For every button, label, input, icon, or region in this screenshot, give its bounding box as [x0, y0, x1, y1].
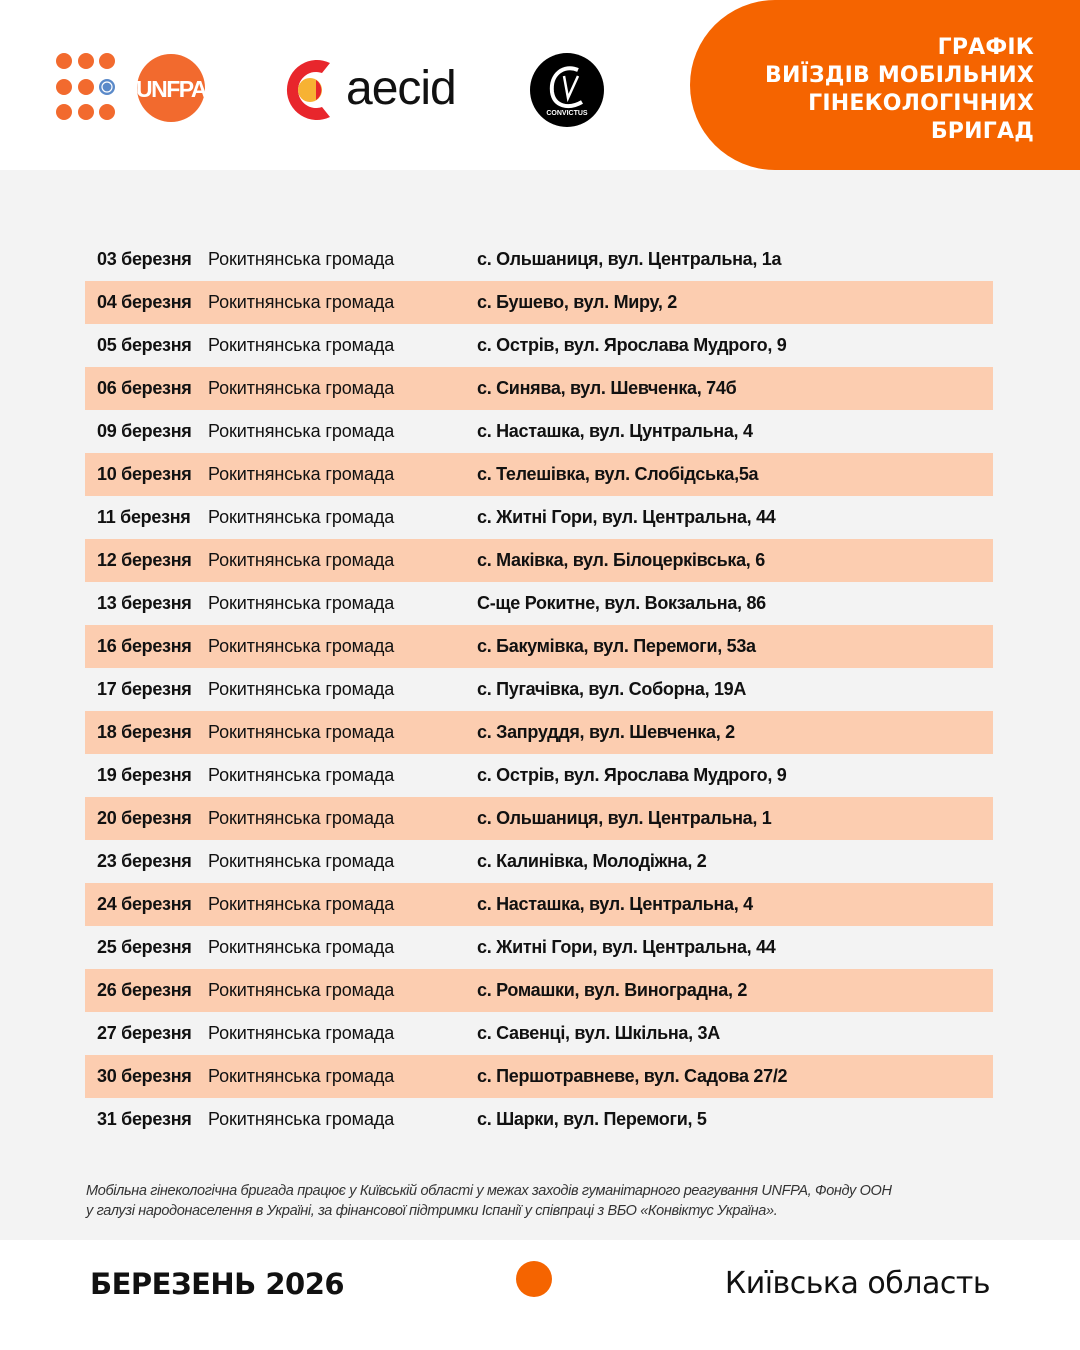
- row-address: с. Житні Гори, вул. Центральна, 44: [477, 507, 776, 527]
- table-row: [85, 324, 993, 367]
- title-line: БРИГАД: [930, 119, 1034, 144]
- table-row: [85, 453, 993, 496]
- footnote-line: у галузі народонаселення в Україні, за фінансової підтримки Іспанії у співпраці з ВБО «Конвіктус Україна».: [86, 1203, 778, 1219]
- row-community: Рокитнянська громада: [208, 679, 395, 699]
- row-date: 10 березня: [97, 464, 192, 484]
- row-address: с. Житні Гори, вул. Центральна, 44: [477, 937, 776, 957]
- table-row: [85, 496, 993, 539]
- row-address: с. Насташка, вул. Центральна, 4: [477, 894, 753, 914]
- table-row: [85, 711, 993, 754]
- convictus-logo-text: CONVICTUS: [546, 110, 588, 117]
- row-date: 19 березня: [97, 765, 192, 785]
- row-community: Рокитнянська громада: [208, 1109, 395, 1129]
- row-address: С-ще Рокитне, вул. Вокзальна, 86: [477, 593, 766, 613]
- row-community: Рокитнянська громада: [208, 980, 395, 1000]
- table-row: [85, 625, 993, 668]
- table-row: [85, 883, 993, 926]
- header: [0, 0, 1080, 170]
- row-date: 24 березня: [97, 894, 192, 914]
- row-date: 13 березня: [97, 593, 192, 613]
- footnote-line: Мобільна гінекологічна бригада працює у Київській області у межах заходів гуманітарного реагування UNFPA, Фонду ООН: [86, 1183, 892, 1199]
- schedule-table: [85, 238, 993, 1141]
- row-date: 12 березня: [97, 550, 192, 570]
- row-date: 16 березня: [97, 636, 192, 656]
- row-date: 04 березня: [97, 292, 192, 312]
- table-row: [85, 582, 993, 625]
- row-date: 27 березня: [97, 1023, 192, 1043]
- table-row: [85, 668, 993, 711]
- row-community: Рокитнянська громада: [208, 550, 395, 570]
- row-community: Рокитнянська громада: [208, 636, 395, 656]
- row-community: Рокитнянська громада: [208, 292, 395, 312]
- row-address: с. Ромашки, вул. Виноградна, 2: [477, 980, 748, 1000]
- row-community: Рокитнянська громада: [208, 507, 395, 527]
- row-address: с. Маківка, вул. Білоцерківська, 6: [477, 550, 765, 570]
- row-date: 30 березня: [97, 1066, 192, 1086]
- row-address: с. Бакумівка, вул. Перемоги, 53а: [477, 636, 756, 656]
- table-row: [85, 367, 993, 410]
- footer-month: БЕРЕЗЕНЬ 2026: [90, 1267, 345, 1301]
- row-address: с. Калинівка, Молодіжна, 2: [477, 851, 707, 871]
- table-row: [85, 926, 993, 969]
- row-date: 17 березня: [97, 679, 192, 699]
- footer-region: Київська область: [724, 1266, 990, 1301]
- row-community: Рокитнянська громада: [208, 1023, 395, 1043]
- row-community: Рокитнянська громада: [208, 421, 395, 441]
- table-row: [85, 539, 993, 582]
- row-community: Рокитнянська громада: [208, 249, 395, 269]
- table-row: [85, 797, 993, 840]
- row-address: с. Синява, вул. Шевченка, 74б: [477, 378, 737, 398]
- table-row: [85, 840, 993, 883]
- row-date: 09 березня: [97, 421, 192, 441]
- row-address: с. Першотравневе, вул. Садова 27/2: [477, 1066, 788, 1086]
- row-community: Рокитнянська громада: [208, 722, 395, 742]
- row-address: с. Ольшаниця, вул. Центральна, 1: [477, 808, 772, 828]
- footer: [0, 1240, 1080, 1350]
- row-address: с. Острів, вул. Ярослава Мудрого, 9: [477, 335, 787, 355]
- title-line: ГІНЕКОЛОГІЧНИХ: [808, 91, 1034, 116]
- footnote: [86, 1181, 1006, 1221]
- row-community: Рокитнянська громада: [208, 937, 395, 957]
- row-community: Рокитнянська громада: [208, 464, 395, 484]
- row-address: с. Запруддя, вул. Шевченка, 2: [477, 722, 735, 742]
- row-address: с. Насташка, вул. Цунтральна, 4: [477, 421, 753, 441]
- row-community: Рокитнянська громада: [208, 894, 395, 914]
- row-date: 18 березня: [97, 722, 192, 742]
- table-row: [85, 1055, 993, 1098]
- convictus-logo: [528, 52, 608, 128]
- row-community: Рокитнянська громада: [208, 378, 395, 398]
- row-date: 03 березня: [97, 249, 192, 269]
- aecid-logo-text: aecid: [346, 62, 456, 115]
- table-row: [85, 969, 993, 1012]
- row-community: Рокитнянська громада: [208, 335, 395, 355]
- row-community: Рокитнянська громада: [208, 593, 395, 613]
- row-date: 31 березня: [97, 1109, 192, 1129]
- table-row: [85, 238, 993, 281]
- unfpa-logo: [54, 52, 214, 122]
- row-community: Рокитнянська громада: [208, 1066, 395, 1086]
- table-row: [85, 1098, 993, 1141]
- page-title: [765, 34, 1034, 146]
- row-address: с. Бушево, вул. Миру, 2: [477, 292, 677, 312]
- unfpa-logo-text: UNFPA: [135, 76, 207, 102]
- aecid-logo: [272, 52, 472, 128]
- row-date: 25 березня: [97, 937, 192, 957]
- row-date: 06 березня: [97, 378, 192, 398]
- row-address: с. Пугачівка, вул. Соборна, 19А: [477, 679, 747, 699]
- row-date: 20 березня: [97, 808, 192, 828]
- row-address: с. Острів, вул. Ярослава Мудрого, 9: [477, 765, 787, 785]
- row-address: с. Ольшаниця, вул. Центральна, 1а: [477, 249, 782, 269]
- row-address: с. Телешівка, вул. Слобідська,5а: [477, 464, 759, 484]
- title-line: ВИЇЗДІВ МОБІЛЬНИХ: [765, 63, 1034, 88]
- row-date: 26 березня: [97, 980, 192, 1000]
- table-row: [85, 410, 993, 453]
- row-community: Рокитнянська громада: [208, 808, 395, 828]
- table-row: [85, 281, 993, 324]
- table-row: [85, 1012, 993, 1055]
- row-date: 23 березня: [97, 851, 192, 871]
- row-date: 11 березня: [97, 507, 191, 527]
- row-date: 05 березня: [97, 335, 192, 355]
- row-address: с. Шарки, вул. Перемоги, 5: [477, 1109, 707, 1129]
- row-community: Рокитнянська громада: [208, 851, 395, 871]
- table-row: [85, 754, 993, 797]
- title-line: ГРАФІК: [937, 35, 1034, 60]
- orange-dot-icon: [516, 1261, 552, 1297]
- row-address: с. Савенці, вул. Шкільна, 3А: [477, 1023, 720, 1043]
- row-community: Рокитнянська громада: [208, 765, 395, 785]
